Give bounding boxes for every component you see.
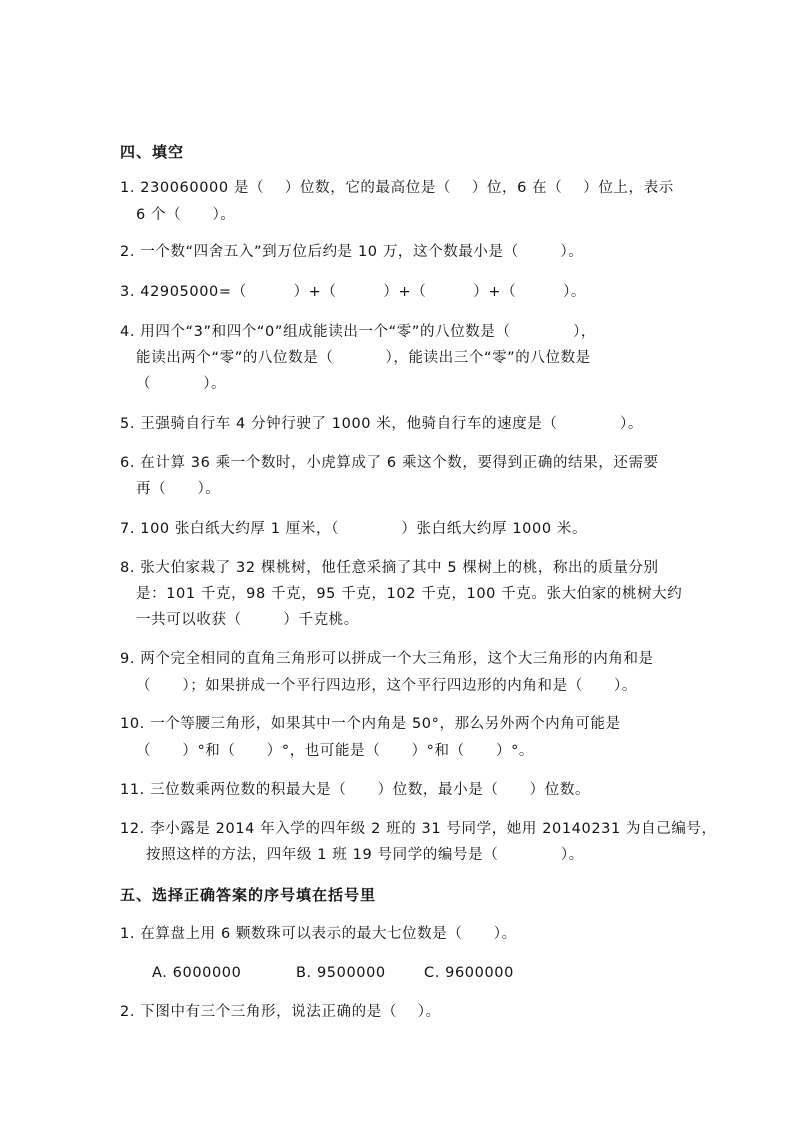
question-12-line-2: 按照这样的方法，四年级 1 班 19 号同学的编号是（ ）。 xyxy=(146,847,584,863)
question-9-line-2: （ ）；如果拼成一个平行四边形，这个平行四边形的内角和是（ ）。 xyxy=(136,678,638,694)
question-8-line-1: 8. 张大伯家栽了 32 棵桃树，他任意采摘了其中 5 棵树上的桃，称出的质量分别 xyxy=(120,560,659,576)
question-12-line-1: 12. 李小露是 2014 年入学的四年级 2 班的 31 号同学，她用 20140231 为自己编号， xyxy=(120,821,717,837)
question-10-line-2: （ ）°和（ ）°，也可能是（ ）°和（ ）°。 xyxy=(136,743,535,759)
choice-question-1: 1. 在算盘上用 6 颗数珠可以表示的最大七位数是（ ）。 xyxy=(120,926,517,942)
question-4-line-1: 4. 用四个“3”和四个“0”组成能读出一个“零”的八位数是（ ）， xyxy=(120,324,597,340)
question-11: 11. 三位数乘两位数的积最大是（ ）位数，最小是（ ）位数。 xyxy=(120,782,591,798)
question-5: 5. 王强骑自行车 4 分钟行驶了 1000 米，他骑自行车的速度是（ ）。 xyxy=(120,416,643,432)
question-10-line-1: 10. 一个等腰三角形，如果其中一个内角是 50°，那么另外两个内角可能是 xyxy=(120,716,621,732)
choice-option-b: B. 9500000 xyxy=(296,965,386,981)
question-1-line-1: 1. 230060000 是（ ）位数，它的最高位是（ ）位，6 在（ ）位上，表示 xyxy=(120,180,674,196)
question-1-line-2: 6 个（ ）。 xyxy=(136,207,236,223)
choice-option-a: A. 6000000 xyxy=(152,965,242,981)
choice-option-c: C. 9600000 xyxy=(424,965,514,981)
question-9-line-1: 9. 两个完全相同的直角三角形可以拼成一个大三角形，这个大三角形的内角和是 xyxy=(120,651,654,667)
question-2: 2. 一个数“四舍五入”到万位后约是 10 万，这个数最小是（ ）。 xyxy=(120,244,584,260)
section-4-title: 四、填空 xyxy=(120,143,185,161)
question-4-line-2: 能读出两个“零”的八位数是（ ），能读出三个“零”的八位数是 xyxy=(136,350,591,366)
question-7: 7. 100 张白纸大约厚 1 厘米，（ ）张白纸大约厚 1000 米。 xyxy=(120,521,588,537)
question-6-line-2: 再（ ）。 xyxy=(136,481,221,497)
question-8-line-2: 是：101 千克，98 千克，95 千克，102 千克，100 千克。张大伯家的桃树大约 xyxy=(136,586,683,602)
question-4-line-3: （ ）。 xyxy=(136,376,227,392)
question-3: 3. 42905000=（ ）+（ ）+（ ）+（ ）。 xyxy=(120,284,587,300)
section-5-title: 五、选择正确答案的序号填在括号里 xyxy=(120,886,377,904)
question-8-line-3: 一共可以收获（ ）千克桃。 xyxy=(136,612,359,628)
question-6-line-1: 6. 在计算 36 乘一个数时，小虎算成了 6 乘这个数，要得到正确的结果，还需要 xyxy=(120,455,659,471)
choice-question-2: 2. 下图中有三个三角形，说法正确的是（ ）。 xyxy=(120,1004,441,1020)
